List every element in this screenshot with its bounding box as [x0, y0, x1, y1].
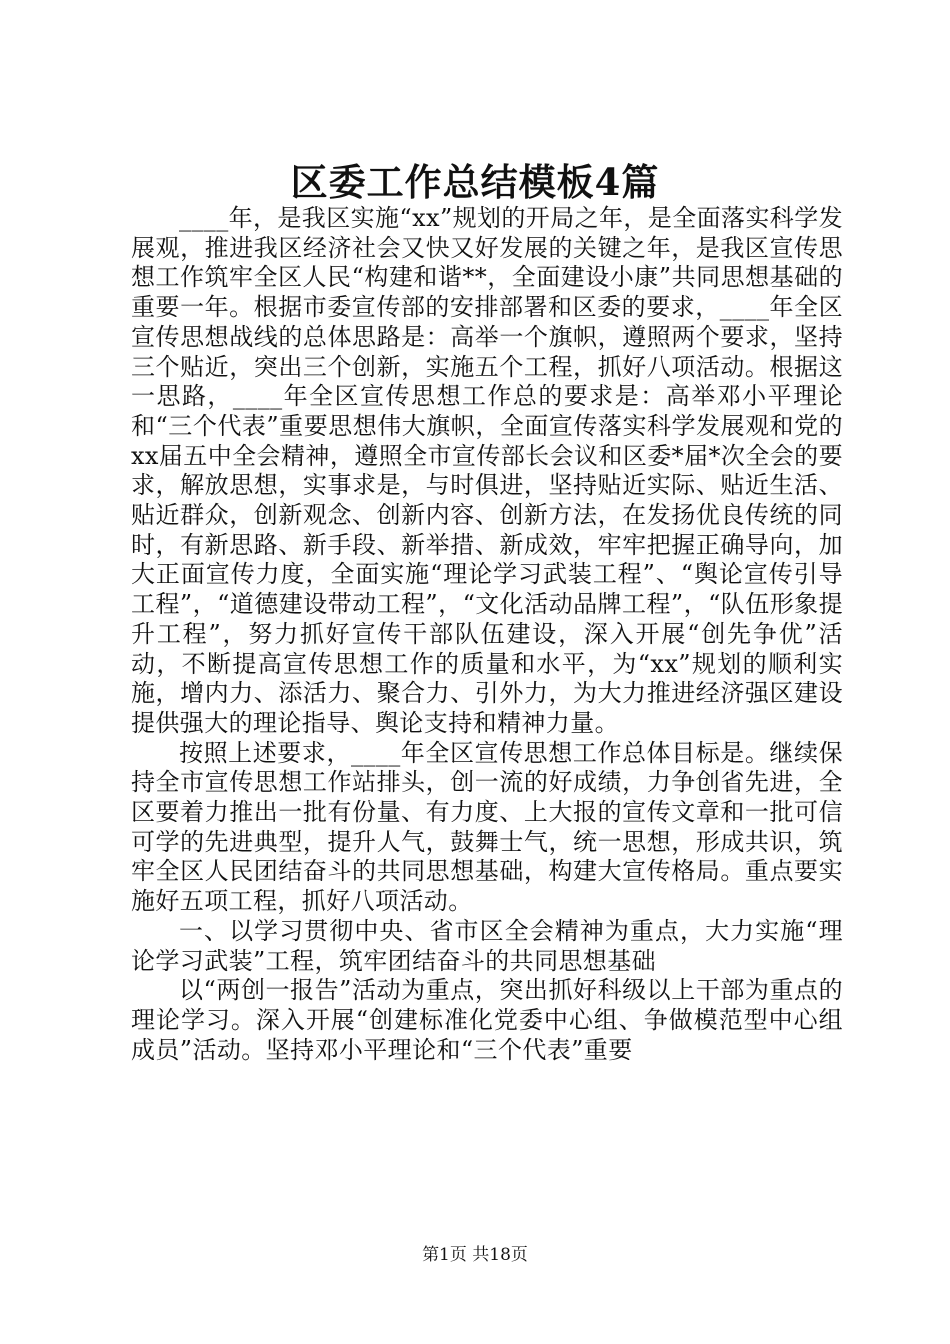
section-heading: 一、以学习贯彻中央、省市区全会精神为重点，大力实施“理论学习武装”工程，筑牢团结奋斗的共同思想基础 — [131, 916, 843, 975]
body-paragraph: ____年，是我区实施“xx”规划的开局之年，是全面落实科学发展观，推进我区经济社会又快又好发展的关键之年，是我区宣传思想工作筑牢全区人民“构建和谐**，全面建设小康”共同思想基础的重要一年。根据市委宣传部的安排部署和区委的要求，____年全区宣传思想战线的总体思路是：高举一个旗帜，遵照两个要求，坚持三个贴近，突出三个创新，实施五个工程，抓好八项活动。根据这一思路，____年全区宣传思想工作总的要求是：高举邓小平理论和“三个代表”重要思想伟大旗帜，全面宣传落实科学发展观和党的xx届五中全会精神，遵照全市宣传部长会议和区委*届*次全会的要求，解放思想，实事求是，与时俱进，坚持贴近实际、贴近生活、贴近群众，创新观念、创新内容、创新方法，在发扬优良传统的同时，有新思路、新手段、新举措、新成效，牢牢把握正确导向，加大正面宣传力度，全面实施“理论学习武装工程”、“舆论宣传引导工程”，“道德建设带动工程”，“文化活动品牌工程”，“队伍形象提升工程”，努力抓好宣传干部队伍建设，深入开展“创先争优”活动，不断提高宣传思想工作的质量和水平，为“xx”规划的顺利实施，增内力、添活力、聚合力、引外力，为大力推进经济强区建设提供强大的理论指导、舆论支持和精神力量。 — [131, 204, 844, 737]
document-title: 区委工作总结模板4篇 — [290, 160, 660, 204]
document-body — [131, 204, 843, 1065]
body-paragraph: 按照上述要求，____年全区宣传思想工作总体目标是。继续保持全市宣传思想工作站排头，创一流的好成绩，力争创省先进，全区要着力推出一批有份量、有力度、上大报的宣传文章和一批可信可学的先进典型，提升人气，鼓舞士气，统一思想，形成共识，筑牢全区人民团结奋斗的共同思想基础，构建大宣传格局。重点要实施好五项工程，抓好八项活动。 — [131, 738, 843, 916]
page-footer: 第1页 共18页 — [422, 1245, 528, 1265]
body-paragraph: 以“两创一报告”活动为重点，突出抓好科级以上干部为重点的理论学习。深入开展“创建标准化党委中心组、争做模范型中心组成员”活动。坚持邓小平理论和“三个代表”重要 — [131, 976, 843, 1064]
